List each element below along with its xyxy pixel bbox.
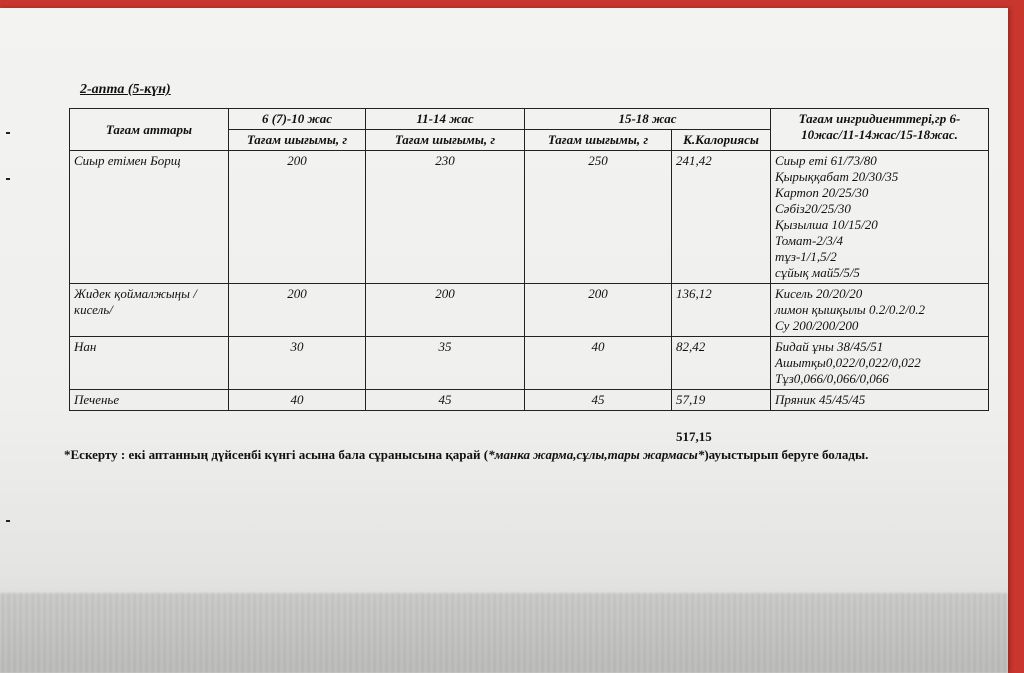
margin-mark (6, 132, 10, 134)
yield-11-14: 35 (366, 337, 525, 390)
yield-6-10: 40 (229, 390, 366, 411)
ingredient-line: Пряник 45/45/45 (775, 392, 866, 407)
footnote-prefix: *Ескерту : екі аптанның дүйсенбі күнгі асына бала сұранысына қарай ( (64, 447, 489, 462)
ingredient-line: Картоп 20/25/30 (775, 185, 869, 200)
dish-name: Сиыр етімен Борщ (70, 151, 229, 284)
total-calories: 517,15 (676, 429, 712, 444)
calories-cell: 82,42 (672, 337, 771, 390)
ingredient-line: Қызылша 10/15/20 (775, 217, 878, 232)
yield-15-18: 40 (525, 337, 672, 390)
yield-6-10: 200 (229, 284, 366, 337)
calories-cell: 57,19 (672, 390, 771, 411)
footnote (64, 447, 994, 463)
table-row (70, 337, 989, 390)
ingredient-line: Кисель 20/20/20 (775, 286, 863, 301)
ingredients-cell (771, 151, 989, 284)
margin-mark (6, 520, 10, 522)
ingredient-line: Су 200/200/200 (775, 318, 859, 333)
ingredient-line: Тұз0,066/0,066/0,066 (775, 371, 889, 386)
table-row (70, 284, 989, 337)
header-dish: Тағам аттары (70, 109, 229, 151)
ingredients-cell (771, 390, 989, 411)
footnote-suffix: )ауыстырып беруге болады. (704, 447, 869, 462)
ingredient-line: Сәбіз20/25/30 (775, 201, 851, 216)
ingredient-line: Бидай ұны 38/45/51 (775, 339, 884, 354)
document-page (0, 8, 1008, 673)
yield-6-10: 200 (229, 151, 366, 284)
header-age3: 15-18 жас (525, 109, 771, 130)
yield-6-10: 30 (229, 337, 366, 390)
yield-11-14: 230 (366, 151, 525, 284)
yield-15-18: 200 (525, 284, 672, 337)
menu-table (69, 108, 989, 411)
ingredients-cell (771, 337, 989, 390)
yield-15-18: 250 (525, 151, 672, 284)
header-yield2: Тағам шығымы, г (366, 130, 525, 151)
ingredient-line: сұйық май5/5/5 (775, 265, 860, 280)
ingredient-line: Сиыр еті 61/73/80 (775, 153, 877, 168)
header-age2: 11-14 жас (366, 109, 525, 130)
header-calories: К.Калориясы (672, 130, 771, 151)
header-age1: 6 (7)-10 жас (229, 109, 366, 130)
header-yield3: Тағам шығымы, г (525, 130, 672, 151)
header-ingredients: Тағам ингридиенттері,гр 6-10жас/11-14жас/15-18жас. (771, 109, 989, 151)
footnote-italic: *манка жарма,сұлы,тары жармасы* (488, 447, 705, 462)
ingredients-cell (771, 284, 989, 337)
dish-name: Печенье (70, 390, 229, 411)
ingredient-line: Томат-2/3/4 (775, 233, 844, 248)
yield-15-18: 45 (525, 390, 672, 411)
page-title: 2-апта (5-күн) (80, 82, 171, 97)
header-yield1: Тағам шығымы, г (229, 130, 366, 151)
table-row (70, 151, 989, 284)
calories-cell: 241,42 (672, 151, 771, 284)
calories-cell: 136,12 (672, 284, 771, 337)
yield-11-14: 45 (366, 390, 525, 411)
table-row (70, 390, 989, 411)
scan-smudge (0, 593, 1008, 673)
ingredient-line: Ашытқы0,022/0,022/0,022 (775, 355, 921, 370)
dish-name: Жидек қоймалжыңы /кисель/ (70, 284, 229, 337)
header-row (70, 109, 989, 130)
margin-mark (6, 178, 10, 180)
dish-name: Нан (70, 337, 229, 390)
yield-11-14: 200 (366, 284, 525, 337)
ingredient-line: тұз-1/1,5/2 (775, 249, 837, 264)
ingredient-line: Қырыққабат 20/30/35 (775, 169, 899, 184)
ingredient-line: лимон қышқылы 0.2/0.2/0.2 (775, 302, 925, 317)
